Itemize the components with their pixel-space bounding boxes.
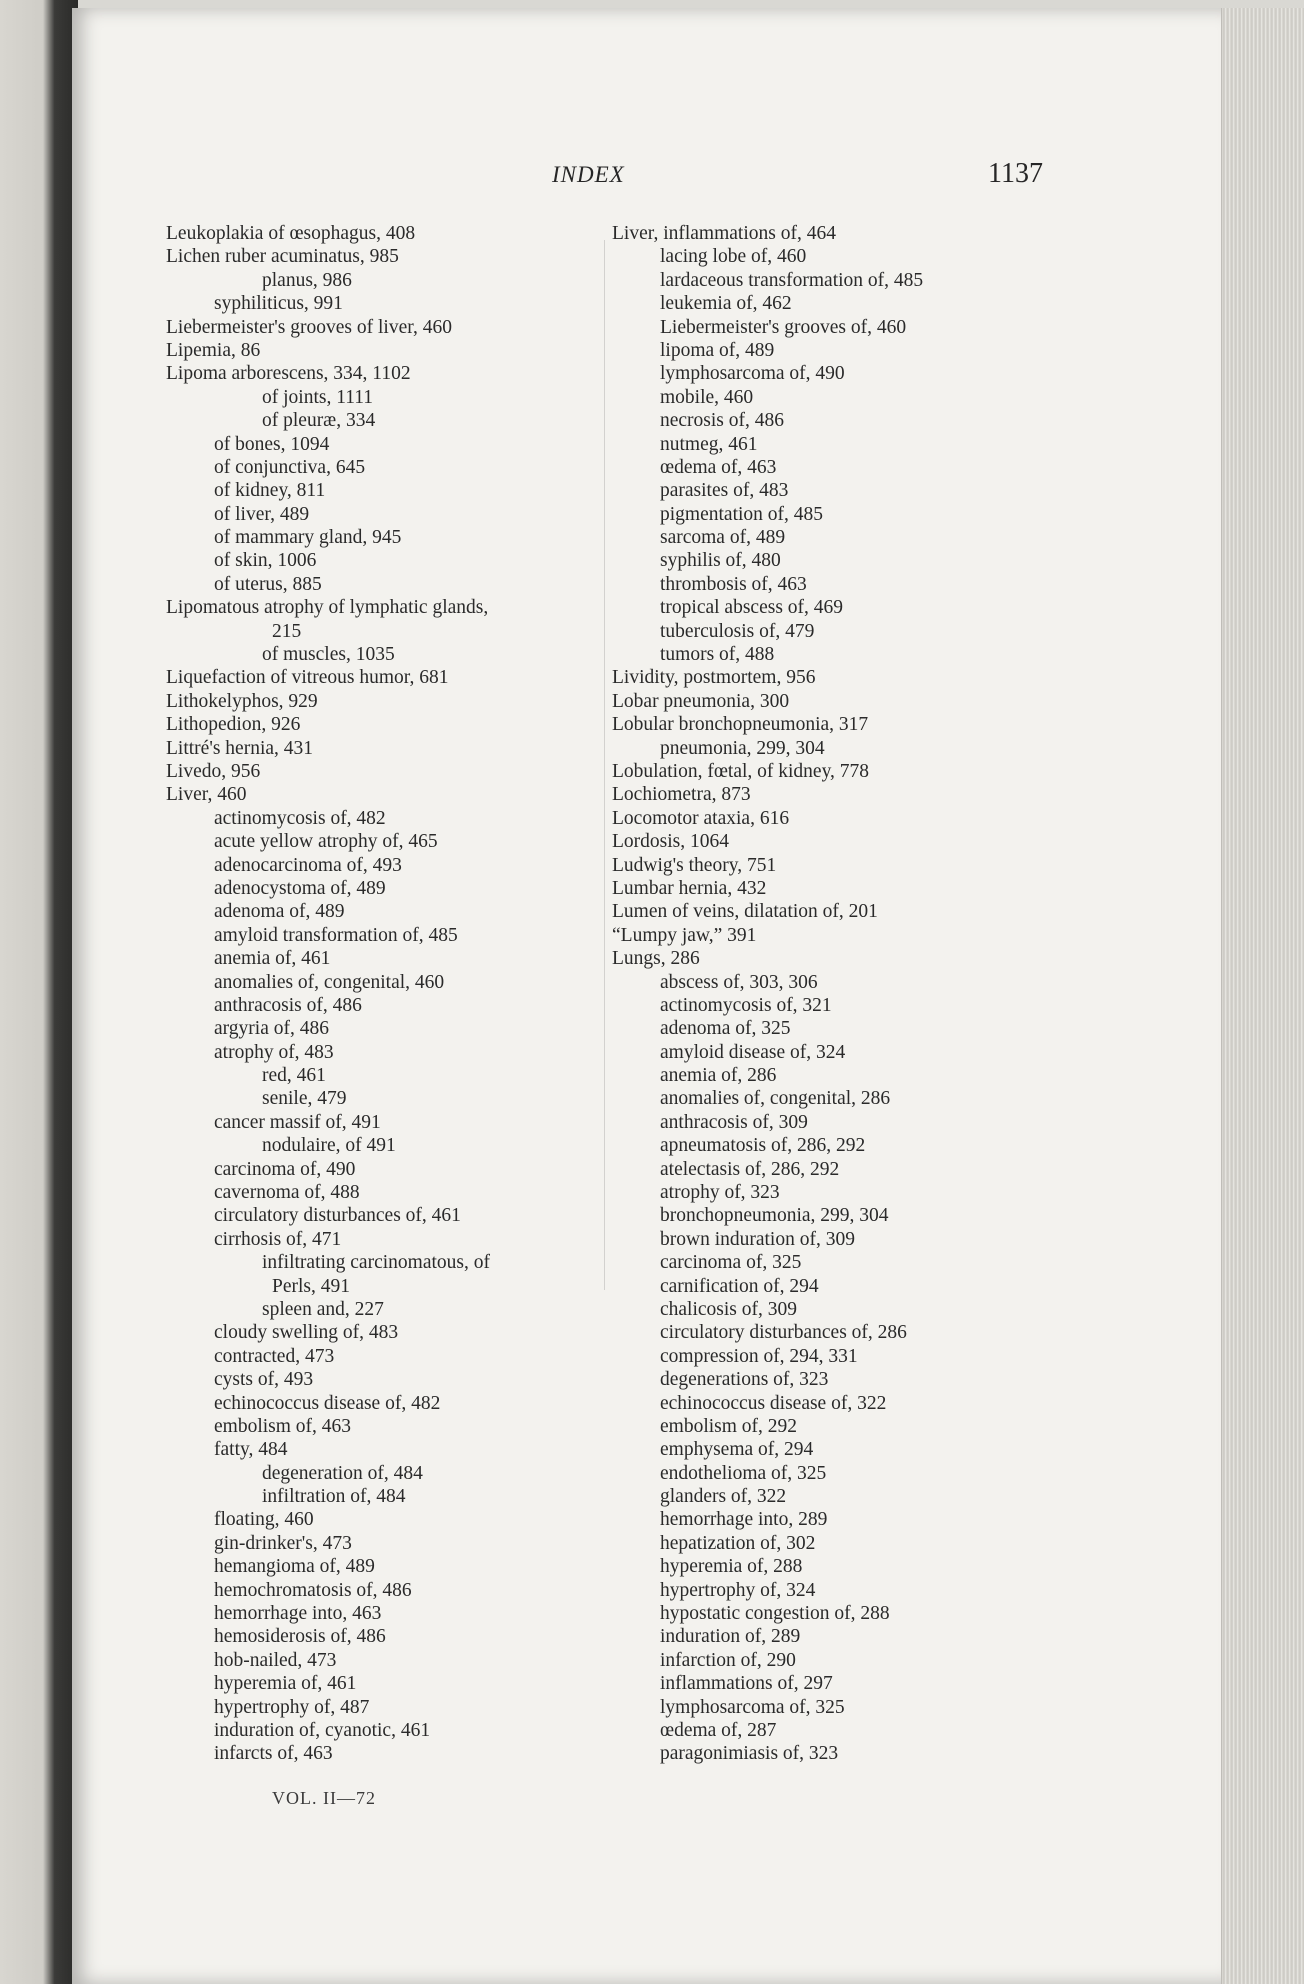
index-entry: atrophy of, 483 (214, 1041, 334, 1063)
index-entry: pigmentation of, 485 (660, 503, 824, 525)
index-entry: degenerations of, 323 (660, 1369, 829, 1391)
index-entry: mobile, 460 (660, 386, 754, 408)
index-entry: embolism of, 292 (660, 1415, 798, 1437)
index-entry: infiltration of, 484 (262, 1486, 406, 1508)
index-entry: of muscles, 1035 (262, 644, 395, 666)
index-entry: argyria of, 486 (214, 1018, 329, 1040)
index-entry: hypertrophy of, 324 (660, 1579, 816, 1601)
index-entry: hepatization of, 302 (660, 1532, 816, 1554)
index-entry: red, 461 (262, 1065, 326, 1087)
index-entry: adenoma of, 325 (660, 1018, 791, 1040)
index-entry: infarcts of, 463 (214, 1743, 333, 1765)
index-entry: Liquefaction of vitreous humor, 681 (166, 667, 449, 689)
index-entry: hypertrophy of, 487 (214, 1696, 370, 1718)
index-entry: of pleuræ, 334 (262, 410, 376, 432)
index-entry: hemorrhage into, 463 (214, 1603, 382, 1625)
index-entry: degeneration of, 484 (262, 1462, 423, 1484)
index-entry: nodulaire, of 491 (262, 1135, 396, 1157)
index-entry: hemochromatosis of, 486 (214, 1579, 412, 1601)
index-entry: bronchopneumonia, 299, 304 (660, 1205, 889, 1227)
index-entry: apneumatosis of, 286, 292 (660, 1135, 866, 1157)
index-entry: œdema of, 287 (660, 1720, 777, 1741)
index-entry: of bones, 1094 (214, 433, 330, 455)
index-entry: embolism of, 463 (214, 1415, 352, 1437)
index-entry: fatty, 484 (214, 1439, 288, 1461)
index-entry: lymphosarcoma of, 325 (660, 1696, 845, 1718)
index-entry: anemia of, 461 (214, 948, 331, 970)
index-entry: Liver, inflammations of, 464 (612, 223, 836, 244)
index-entry: Lithopedion, 926 (166, 714, 301, 736)
index-entry: emphysema of, 294 (660, 1439, 814, 1461)
index-entry: of skin, 1006 (214, 550, 317, 572)
index-entry: Liebermeister's grooves of liver, 460 (166, 316, 452, 338)
signature-mark: VOL. II—72 (272, 1788, 376, 1808)
index-entry: pneumonia, 299, 304 (660, 737, 825, 759)
index-entry: cirrhosis of, 471 (214, 1228, 342, 1250)
index-entry: actinomycosis of, 482 (214, 807, 386, 829)
index-entry: of conjunctiva, 645 (214, 456, 366, 478)
index-entry: Littré's hernia, 431 (166, 737, 314, 759)
index-entry: echinococcus disease of, 482 (214, 1392, 441, 1414)
index-entry: planus, 986 (262, 269, 352, 291)
index-entry: anomalies of, congenital, 460 (214, 971, 445, 993)
index-entry: acute yellow atrophy of, 465 (214, 831, 438, 853)
index-entry: cancer massif of, 491 (214, 1111, 381, 1133)
index-entry: tuberculosis of, 479 (660, 620, 815, 642)
index-entry: lymphosarcoma of, 490 (660, 363, 845, 385)
index-entry: hemosiderosis of, 486 (214, 1626, 386, 1648)
index-entry: amyloid disease of, 324 (660, 1041, 846, 1063)
index-entry: Leukoplakia of œsophagus, 408 (166, 223, 416, 244)
index-entry: contracted, 473 (214, 1345, 335, 1367)
index-entry: Ludwig's theory, 751 (612, 854, 777, 876)
index-entry: compression of, 294, 331 (660, 1345, 858, 1367)
index-entry: Lumbar hernia, 432 (612, 877, 767, 899)
index-entry: lacing lobe of, 460 (660, 246, 807, 268)
index-entry: nutmeg, 461 (660, 433, 758, 455)
index-entry: chalicosis of, 309 (660, 1298, 798, 1320)
index-entry: of liver, 489 (214, 503, 310, 525)
index-entry: Perls, 491 (272, 1275, 350, 1297)
index-entry: carcinoma of, 490 (214, 1158, 356, 1180)
index-entry: senile, 479 (262, 1088, 347, 1110)
index-entry: syphilis of, 480 (660, 550, 781, 572)
index-entry: circulatory disturbances of, 461 (214, 1205, 461, 1227)
index-entry: tumors of, 488 (660, 644, 775, 666)
index-entry: circulatory disturbances of, 286 (660, 1322, 907, 1344)
index-entry: infiltrating carcinomatous, of (262, 1252, 490, 1274)
index-entry: Lividity, postmortem, 956 (612, 667, 816, 689)
index-entry: anthracosis of, 486 (214, 994, 362, 1016)
index-entry: brown induration of, 309 (660, 1228, 855, 1250)
index-entry: induration of, 289 (660, 1626, 801, 1648)
index-entry: Lobular bronchopneumonia, 317 (612, 714, 869, 736)
index-entry: tropical abscess of, 469 (660, 597, 844, 619)
index-entry: echinococcus disease of, 322 (660, 1392, 887, 1414)
page-number: 1137 (988, 158, 1043, 189)
index-entry: Lipoma arborescens, 334, 1102 (166, 363, 411, 385)
index-entry: of kidney, 811 (214, 480, 326, 502)
index-entry: Lipomatous atrophy of lymphatic glands, (166, 597, 489, 619)
index-entry: Lipemia, 86 (166, 339, 261, 361)
index-entry: infarction of, 290 (660, 1649, 796, 1671)
index-entry: Lichen ruber acuminatus, 985 (166, 246, 399, 268)
index-entry: of joints, 1111 (262, 386, 374, 408)
index-entry: endothelioma of, 325 (660, 1462, 827, 1484)
index-column-left (166, 222, 606, 1766)
index-entry: Lordosis, 1064 (612, 831, 729, 853)
index-entry: Livedo, 956 (166, 760, 261, 782)
index-entry: adenocarcinoma of, 493 (214, 854, 402, 876)
index-entry: Lungs, 286 (612, 948, 700, 970)
index-entry: parasites of, 483 (660, 480, 789, 502)
index-entry: Liebermeister's grooves of, 460 (660, 316, 907, 338)
index-entry: paragonimiasis of, 323 (660, 1743, 839, 1765)
index-entry: hob-nailed, 473 (214, 1649, 337, 1671)
index-entry: of mammary gland, 945 (214, 527, 402, 549)
index-entry: carnification of, 294 (660, 1275, 819, 1297)
index-entry: of uterus, 885 (214, 573, 322, 595)
index-entry: amyloid transformation of, 485 (214, 924, 458, 946)
index-entry: Locomotor ataxia, 616 (612, 807, 790, 829)
index-entry: anemia of, 286 (660, 1065, 777, 1087)
index-entry: actinomycosis of, 321 (660, 994, 832, 1016)
index-entry: hemorrhage into, 289 (660, 1509, 828, 1531)
index-entry: adenoma of, 489 (214, 901, 345, 923)
index-entry: atelectasis of, 286, 292 (660, 1158, 840, 1180)
index-entry: sarcoma of, 489 (660, 527, 786, 549)
index-entry: Liver, 460 (166, 784, 247, 806)
index-entry: glanders of, 322 (660, 1486, 787, 1508)
index-entry: anomalies of, congenital, 286 (660, 1088, 891, 1110)
page-edges (1221, 8, 1304, 1984)
index-entry: hypostatic congestion of, 288 (660, 1603, 890, 1625)
index-entry: 215 (272, 620, 302, 642)
index-entry: Lobar pneumonia, 300 (612, 690, 790, 712)
index-entry: lipoma of, 489 (660, 339, 775, 361)
index-entry: floating, 460 (214, 1509, 314, 1531)
index-entry: lardaceous transformation of, 485 (660, 269, 924, 291)
index-entry: hyperemia of, 461 (214, 1673, 357, 1695)
index-entry: necrosis of, 486 (660, 410, 785, 432)
index-column-right (612, 222, 1032, 1766)
index-entry: anthracosis of, 309 (660, 1111, 808, 1133)
index-entry: Lumen of veins, dilatation of, 201 (612, 901, 878, 923)
index-entry: Lobulation, fœtal, of kidney, 778 (612, 760, 870, 782)
index-entry: cloudy swelling of, 483 (214, 1322, 399, 1344)
index-entry: syphiliticus, 991 (214, 293, 343, 315)
running-head: INDEX (552, 162, 625, 187)
index-entry: cysts of, 493 (214, 1369, 314, 1391)
index-entry: leukemia of, 462 (660, 293, 792, 315)
index-entry: thrombosis of, 463 (660, 573, 807, 595)
index-entry: spleen and, 227 (262, 1298, 384, 1320)
index-entry: adenocystoma of, 489 (214, 877, 386, 899)
index-entry: hyperemia of, 288 (660, 1556, 803, 1578)
index-entry: Lithokelyphos, 929 (166, 690, 318, 712)
index-entry: abscess of, 303, 306 (660, 971, 818, 993)
index-entry: inflammations of, 297 (660, 1673, 833, 1695)
index-entry: “Lumpy jaw,” 391 (612, 924, 757, 946)
index-entry: Lochiometra, 873 (612, 784, 751, 806)
index-entry: cavernoma of, 488 (214, 1182, 360, 1204)
facing-page-gutter (0, 0, 78, 1984)
index-entry: gin-drinker's, 473 (214, 1532, 352, 1554)
index-entry: atrophy of, 323 (660, 1182, 780, 1204)
index-entry: œdema of, 463 (660, 456, 777, 478)
index-entry: induration of, cyanotic, 461 (214, 1720, 431, 1741)
index-entry: carcinoma of, 325 (660, 1252, 802, 1274)
index-entry: hemangioma of, 489 (214, 1556, 375, 1578)
